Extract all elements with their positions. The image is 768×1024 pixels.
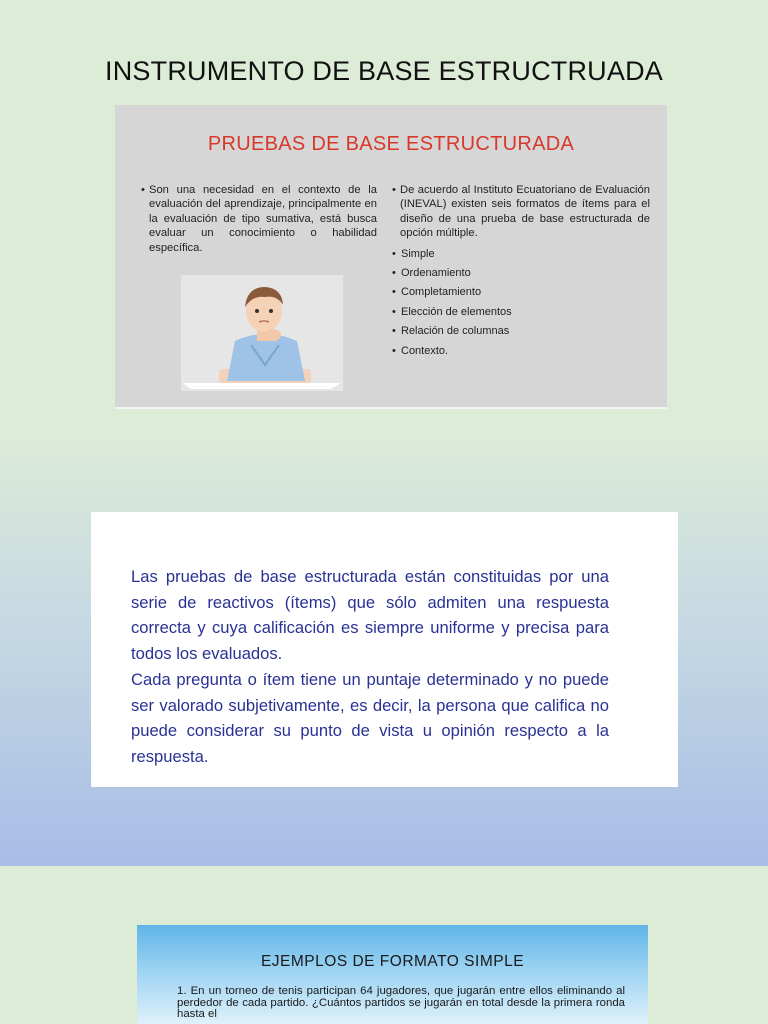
definition-paragraph-2: Cada pregunta o ítem tiene un puntaje determinado y no puede ser valorado subjetivamente, es decir, la persona que califica no puede considerar su punto de vista u opinión respecto a la respuesta. — [131, 669, 609, 766]
list-item: • Contexto. — [392, 344, 650, 358]
formats-list — [392, 247, 650, 358]
examples-heading: EJEMPLOS DE FORMATO SIMPLE — [260, 953, 525, 970]
left-column — [141, 183, 377, 255]
slide-heading: PRUEBAS DE BASE ESTRUCTURADA — [207, 133, 575, 155]
list-item: • Relación de columnas — [392, 324, 650, 338]
right-intro-text: • De acuerdo al Instituto Ecuatoriano de Evaluación (INEVAL) existen seis formatos de ítems para el diseño de una prueba de base estructurada de opción múltiple. — [392, 183, 650, 241]
list-item: • Completamiento — [392, 285, 650, 299]
slide-examples — [137, 925, 648, 1024]
slide-definition — [91, 512, 678, 787]
list-item: • Ordenamiento — [392, 266, 650, 280]
list-item: • Simple — [392, 247, 650, 261]
slide-pruebas — [115, 105, 667, 409]
definition-paragraph-1: Las pruebas de base estructurada están constituidas por una serie de reactivos (ítems) que sólo admiten una respuesta correcta y cuya calificación es siempre uniforme y precisa para todos los evaluados. — [131, 567, 609, 664]
right-column — [392, 183, 650, 363]
list-item: • Elección de elementos — [392, 305, 650, 319]
thinking-child-image — [181, 275, 343, 391]
left-bullet-text: • Son una necesidad en el contexto de la evaluación del aprendizaje, principalmente en la evaluación de tipo sumativa, está busca evaluar un conocimiento o habilidad específica. — [141, 183, 377, 255]
example-item-text: 1. En un torneo de tenis participan 64 jugadores, que jugarán entre ellos eliminando al perdedor de cada partido. ¿Cuántos partidos se jugarán en total desde la primera ronda hasta el — [177, 985, 625, 1020]
definition-text — [131, 564, 609, 770]
page-title: INSTRUMENTO DE BASE ESTRUCTRUADA — [105, 56, 663, 86]
